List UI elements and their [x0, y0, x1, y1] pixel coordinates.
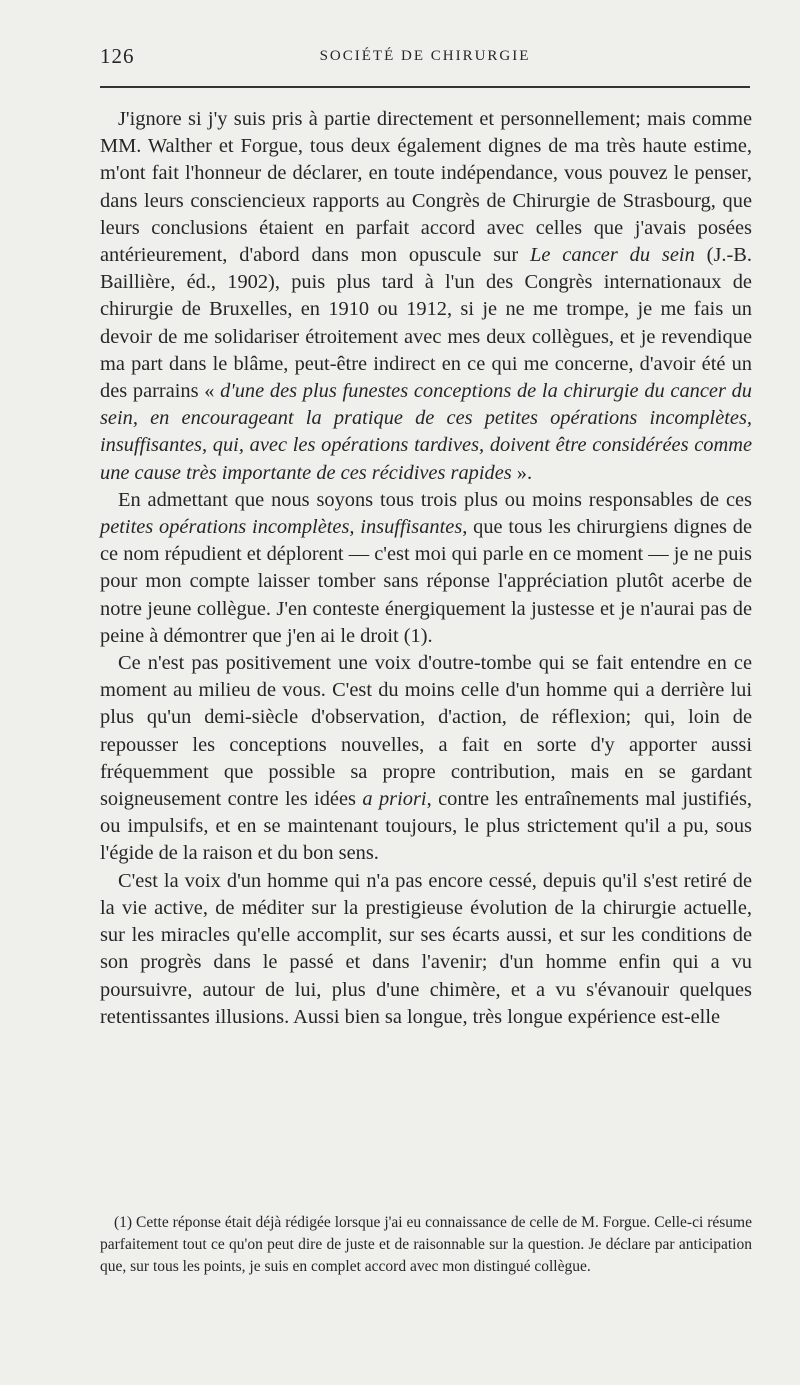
italic-text: Le cancer du sein [530, 244, 695, 267]
header-rule [100, 86, 750, 88]
paragraph-text: Ce n'est pas positivement une voix d'outre-tombe qui se fait entendre en ce moment au milieu de vous. C'est du moins celle d'un homme qui a derrière lui plus qu'un demi-siècle d'observation, d'action, de réflexion; qui, loin de repousser les conceptions nouvelles, a fait en sorte d'y apporter aussi fréquemment que possible sa propre contribution, mais en se gardant soigneusement contre les idées [100, 652, 752, 811]
paragraph [100, 487, 752, 650]
footnotes [100, 1212, 752, 1278]
paragraph [100, 106, 752, 487]
page-number: 126 [100, 44, 135, 68]
running-title: SOCIÉTÉ DE CHIRURGIE [319, 48, 531, 64]
paragraph-text: J'ignore si j'y suis pris à partie directement et personnellement; mais comme MM. Walther et Forgue, tous deux également dignes de ma très haute estime, m'ont fait l'honneur de déclarer, en toute indépendance, vous pouvez le penser, dans leurs consciencieux rapports au Congrès de Chirurgie de Strasbourg, que leurs conclusions étaient en parfait accord avec celles que j'avais posées antérieurement, d'abord dans mon opuscule sur [100, 108, 752, 267]
body-text [100, 106, 752, 1031]
page-header [100, 44, 750, 74]
paragraph [100, 868, 752, 1031]
paragraph [100, 650, 752, 868]
paragraph-text: ». [511, 461, 533, 484]
italic-text: petites opérations incomplètes, insuffisantes [100, 516, 463, 539]
italic-text: d'une des plus funestes conceptions de la chirurgie du cancer du sein, en encourageant la pratique de ces petites opérations incomplètes, insuffisantes, qui, avec les opérations tardives, doivent être considérées comme une cause très importante de ces récidives rapides [100, 380, 752, 484]
paragraph-text: (J.-B. Baillière, éd., 1902), puis plus tard à l'un des Congrès internationaux de chirurgie de Bruxelles, en 1910 ou 1912, si je ne me trompe, je me fais un devoir de me solidariser étroitement avec mes deux collègues, et je revendique ma part dans le blâme, peut-être indirect en ce qui me concerne, d'avoir été un des parrains « [100, 244, 752, 403]
paragraph-text: , contre les entraînements mal justifiés, ou impulsifs, et en se maintenant toujours, le plus strictement qu'il a pu, sous l'égide de la raison et du bon sens. [100, 788, 753, 865]
paragraph-text: C'est la voix d'un homme qui n'a pas encore cessé, depuis qu'il s'est retiré de la vie active, de méditer sur la prestigieuse évolution de la chirurgie actuelle, sur les miracles qu'elle accomplit, sur ses écarts aussi, et sur les conditions de son progrès dans le passé et dans l'avenir; d'un homme enfin qui a vu poursuivre, autour de lui, plus d'une chimère, et a vu s'évanouir quelques retentissantes illusions. Aussi bien sa longue, très longue expérience est-elle [100, 869, 752, 1028]
footnote: (1) Cette réponse était déjà rédigée lorsque j'ai eu connaissance de celle de M. Forgue. Celle-ci résume parfaitement tout ce qu'on peut dire de juste et de raisonnable sur la question. Je déclare par anticipation que, sur tous les points, je suis en complet accord avec mon distingué collègue. [100, 1214, 752, 1275]
paragraph-text: , que tous les chirurgiens dignes de ce nom répudient et déplorent — c'est moi qui parle en ce moment — je ne puis pour mon compte laisser tomber sans réponse l'appréciation plutôt acerbe de notre jeune collègue. J'en conteste énergiquement la justesse et je n'aurai pas de peine à démontrer que j'en ai le droit (1). [100, 516, 752, 647]
italic-text: a priori [362, 788, 427, 811]
paragraph-text: En admettant que nous soyons tous trois plus ou moins responsables de ces [118, 488, 752, 511]
